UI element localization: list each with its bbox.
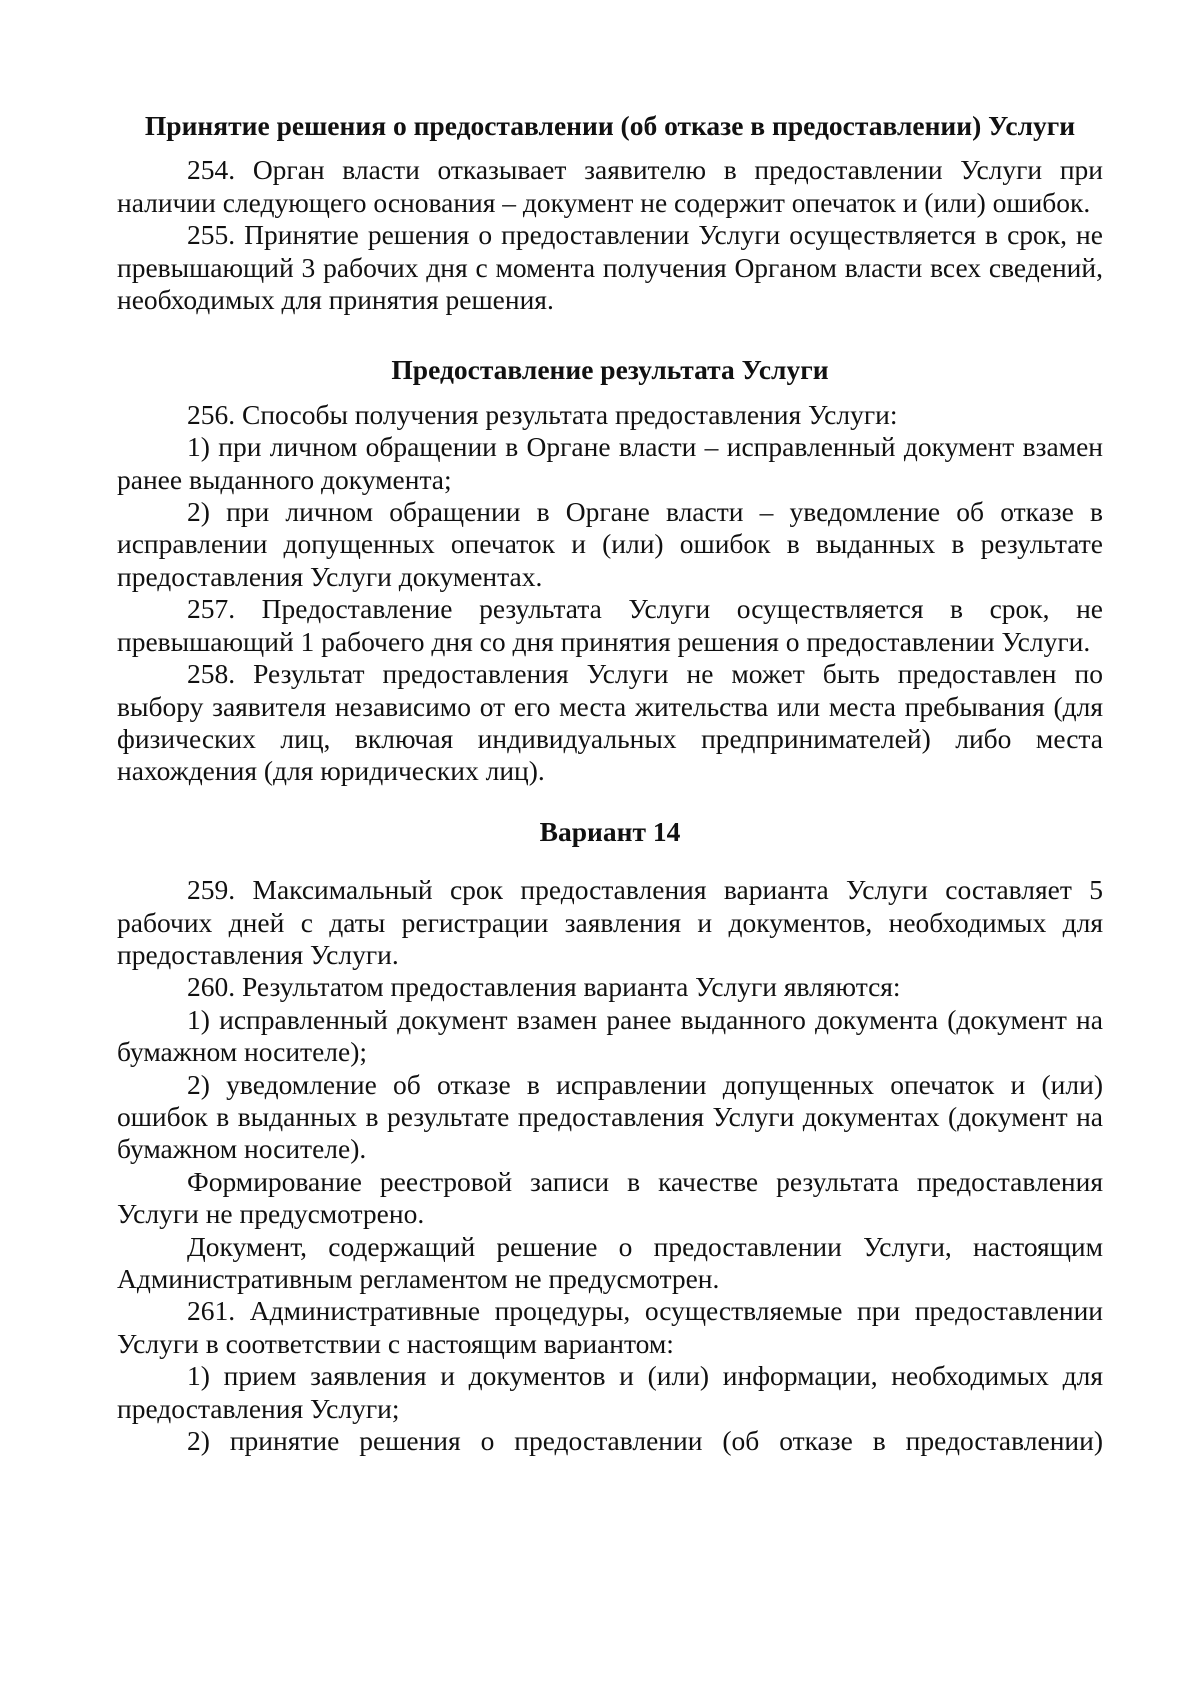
paragraph-260-item-1: 1) исправленный документ взамен ранее выданного документа (документ на бумажном носителе); <box>117 1003 1103 1068</box>
paragraph-256-item-1: 1) при личном обращении в Органе власти – исправленный документ взамен ранее выданного документа; <box>117 431 1103 495</box>
section-heading-result: Предоставление результата Услуги <box>391 354 829 386</box>
section-heading-decision: Принятие решения о предоставлении (об отказе в предоставлении) Услуги <box>144 110 1076 141</box>
paragraph-255: 255. Принятие решения о предоставлении Услуги осуществляется в срок, не превышающий 3 рабочих дня с момента получения Органом власти всех сведений, необходимых для принятия решения. <box>117 219 1103 316</box>
paragraph-registry-record: Формирование реестровой записи в качестве результата предоставления Услуги не предусмотрено. <box>117 1165 1103 1230</box>
document-page <box>117 110 1103 1457</box>
paragraph-261-item-2: 2) принятие решения о предоставлении (об отказе в предоставлении) <box>187 1425 1103 1457</box>
paragraph-256-item-2: 2) при личном обращении в Органе власти – уведомление об отказе в исправлении допущенных опечаток и (или) ошибок в выданных в результате предоставления Услуги документах. <box>117 496 1103 592</box>
paragraph-259: 259. Максимальный срок предоставления варианта Услуги составляет 5 рабочих дней с даты регистрации заявления и документов, необходимых для предоставления Услуги. <box>117 874 1103 970</box>
paragraph-258: 258. Результат предоставления Услуги не может быть предоставлен по выбору заявителя независимо от его места жительства или места пребывания (для физических лиц, включая индивидуальных предпринимателей) либо места нахождения (для юридических лиц). <box>117 658 1103 787</box>
paragraph-256: 256. Способы получения результата предоставления Услуги: <box>187 398 898 430</box>
section-heading-variant-14: Вариант 14 <box>539 815 681 847</box>
paragraph-decision-document: Документ, содержащий решение о предоставлении Услуги, настоящим Административным регламентом не предусмотрен. <box>117 1230 1103 1294</box>
paragraph-261-item-1: 1) прием заявления и документов и (или) информации, необходимых для предоставления Услуги; <box>117 1360 1103 1424</box>
paragraph-257: 257. Предоставление результата Услуги осуществляется в срок, не превышающий 1 рабочего дня со дня принятия решения о предоставлении Услуги. <box>117 593 1103 657</box>
paragraph-260: 260. Результатом предоставления варианта Услуги являются: <box>187 971 901 1003</box>
paragraph-261: 261. Административные процедуры, осуществляемые при предоставлении Услуги в соответствии с настоящим вариантом: <box>117 1295 1103 1359</box>
paragraph-260-item-2: 2) уведомление об отказе в исправлении допущенных опечаток и (или) ошибок в выданных в результате предоставления Услуги документах (документ на бумажном носителе). <box>117 1068 1103 1165</box>
paragraph-254: 254. Орган власти отказывает заявителю в предоставлении Услуги при наличии следующего основания – документ не содержит опечаток и (или) ошибок. <box>117 154 1103 218</box>
